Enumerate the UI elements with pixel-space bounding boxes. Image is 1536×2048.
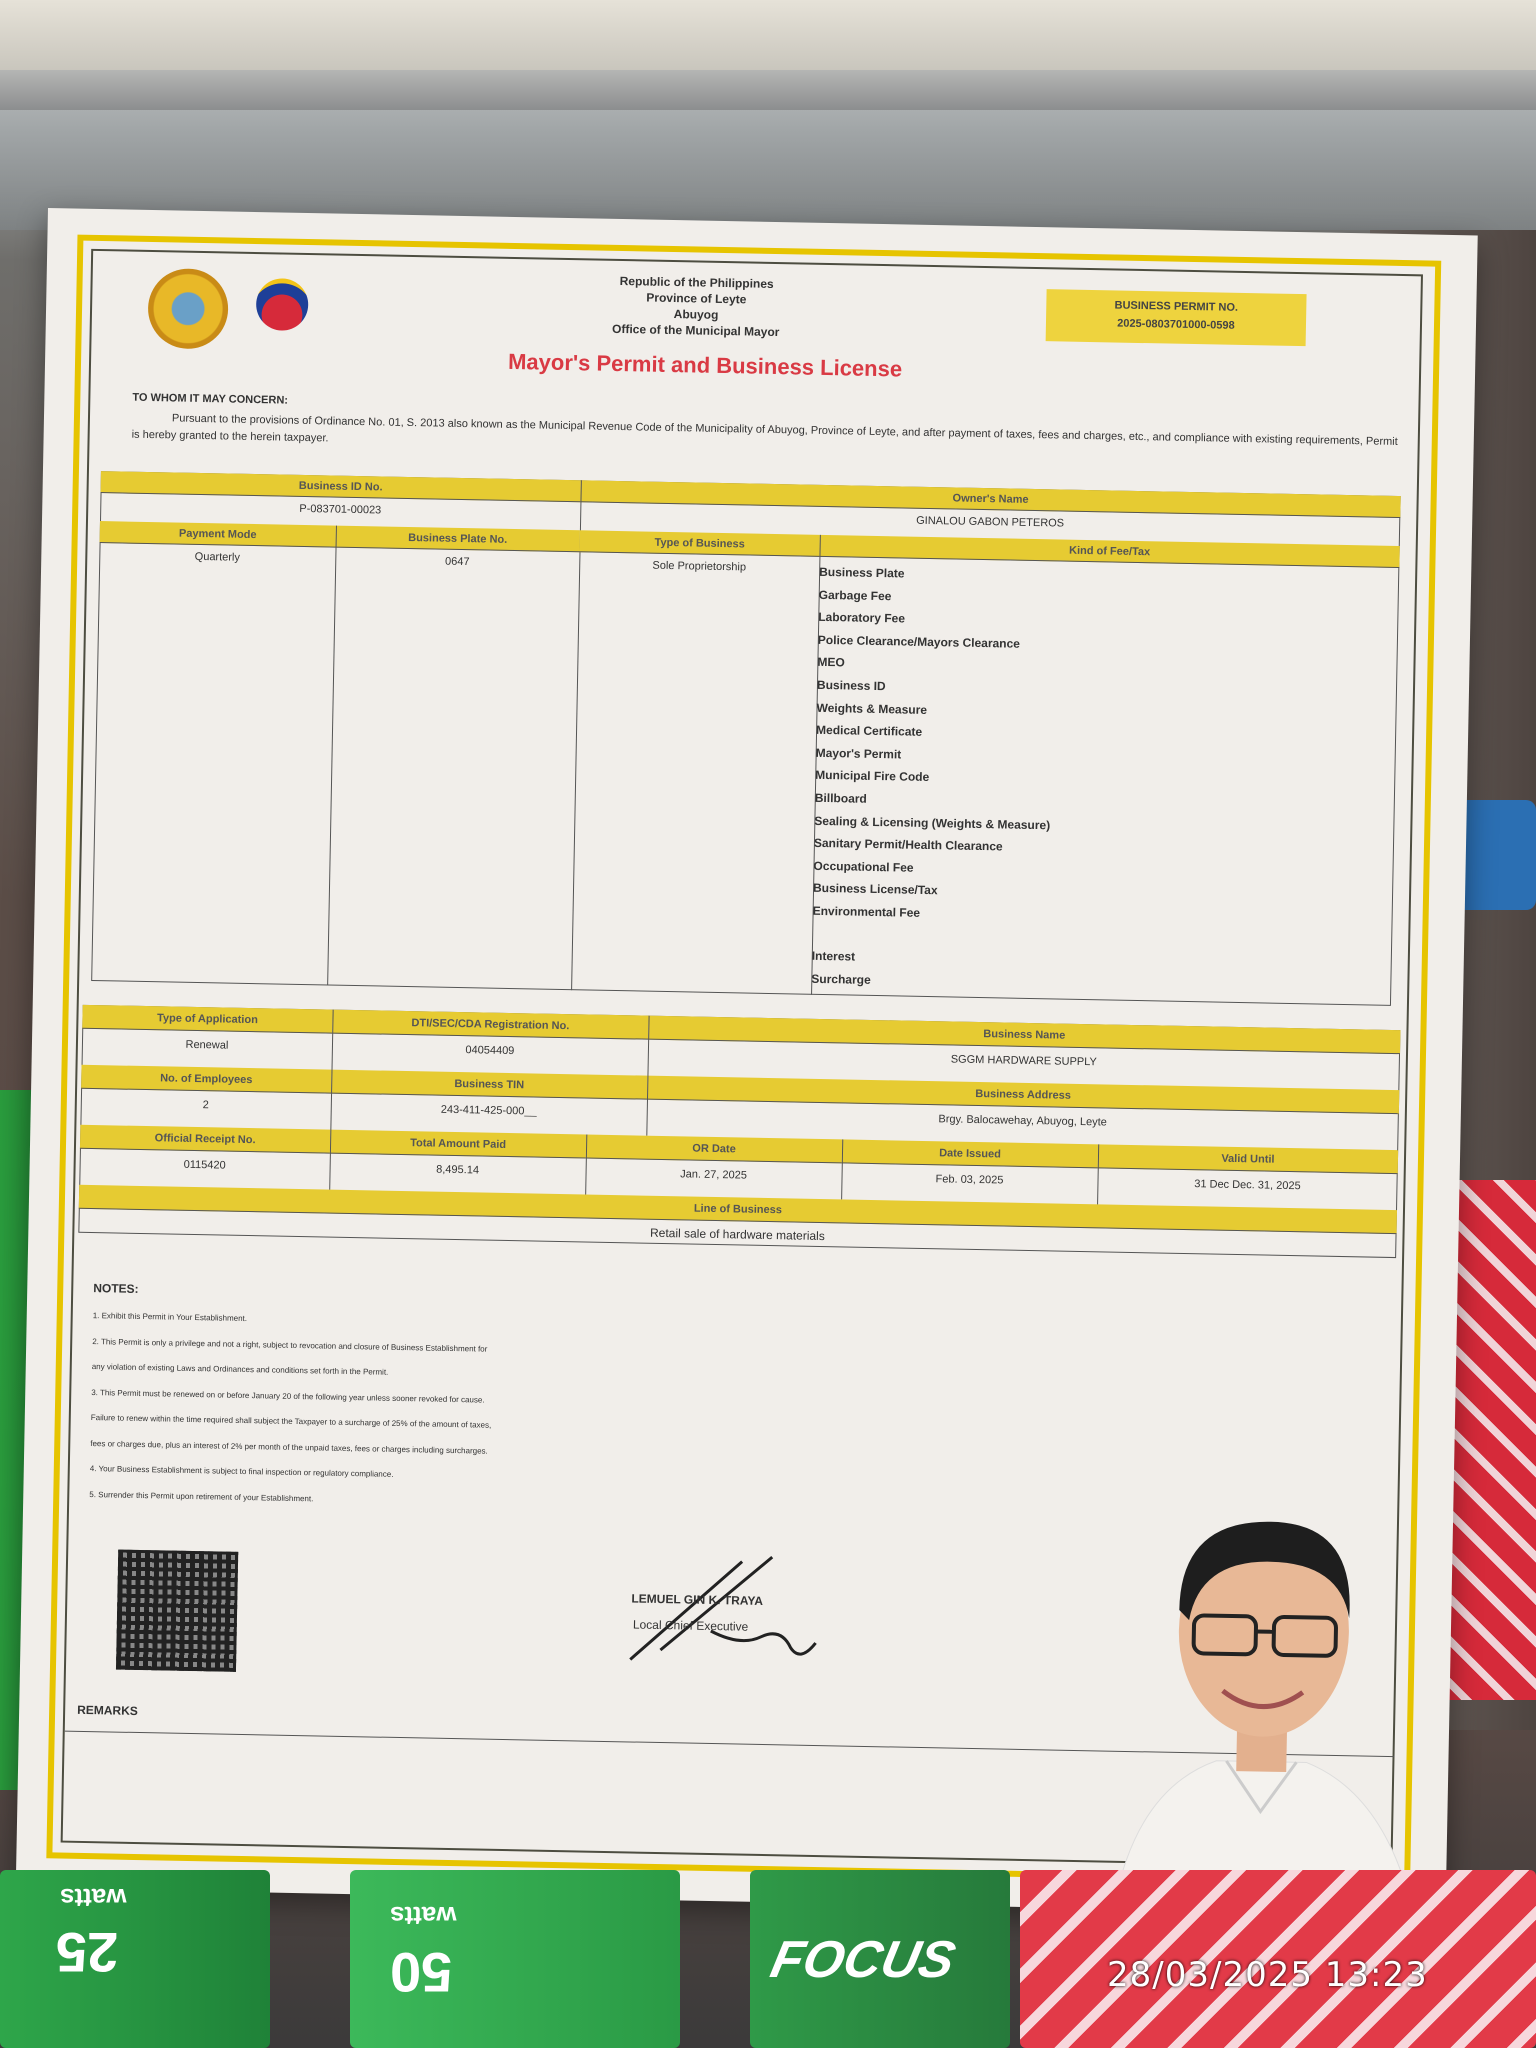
bulb-box-50w: watts 50 — [350, 1870, 680, 2048]
fee-item: Weights & Measure — [816, 700, 928, 717]
header-republic: Republic of the Philippines — [619, 273, 774, 291]
kind-fee-header: Kind of Fee/Tax — [819, 535, 1399, 568]
permit-paper — [16, 208, 1478, 1915]
shelf-top — [0, 0, 1536, 70]
payment-mode-value: Quarterly — [194, 550, 241, 564]
government-header — [486, 270, 907, 342]
mayor-portrait — [1094, 1488, 1432, 1914]
note-item: any violation of existing Laws and Ordinances and conditions set forth in the Permit. — [91, 1362, 389, 1377]
tin-value: 243-411-425-000__ — [440, 1103, 537, 1118]
permit-number-box — [1046, 289, 1307, 346]
fee-item: Business License/Tax — [812, 881, 938, 898]
header-province: Province of Leyte — [646, 290, 747, 307]
permit-no-label: BUSINESS PERMIT NO. — [1114, 299, 1239, 314]
employees-value: 2 — [202, 1099, 209, 1112]
line-business-header: Line of Business — [79, 1185, 1397, 1234]
business-name-header: Business Name — [648, 1016, 1400, 1054]
receipt-value: 0115420 — [183, 1158, 226, 1172]
note-item: 4. Your Business Establishment is subject to final inspection or regulatory compliance. — [89, 1464, 394, 1479]
fee-item: Garbage Fee — [818, 587, 892, 603]
signatory-name: LEMUEL GIN K. TRAYA — [631, 1591, 764, 1608]
fee-item: Mayor's Permit — [815, 745, 902, 762]
type-application-header: Type of Application — [82, 1005, 332, 1034]
qr-code-icon — [116, 1550, 238, 1672]
dti-value: 04054409 — [465, 1044, 515, 1058]
notes-title: NOTES: — [93, 1281, 139, 1296]
fee-item: Sealing & Licensing (Weights & Measure) — [814, 813, 1051, 832]
note-item: 5. Surrender this Permit upon retirement of your Establishment. — [89, 1489, 314, 1503]
note-item: Failure to renew within the time required shall subject the Taxpayer to a surcharge of 25% of the amount of taxes, — [90, 1413, 492, 1430]
fee-item: Business Plate — [819, 564, 905, 581]
notes-list — [89, 1303, 653, 1518]
date-issued-value: Feb. 03, 2025 — [935, 1173, 1004, 1187]
focus-box: FOCUS — [750, 1870, 1010, 2048]
fee-item: Sanitary Permit/Health Clearance — [813, 835, 1003, 854]
fee-item: Surcharge — [811, 971, 871, 987]
bulb-box-25w: watts 25 — [0, 1870, 270, 2048]
body-paragraph: Pursuant to the provisions of Ordinance No. 01, S. 2013 also known as the Municipal Revenue Code of the Municipality of Abuyog, Province of Leyte, and after payment of taxes, fees and charges, etc., and compliance with existing requirements, Permit is hereby granted to the herein taxpayer. — [131, 412, 1398, 448]
fee-item: MEO — [817, 655, 845, 670]
note-item: 3. This Permit must be renewed on or before January 20 of the following year unless sooner revoked for cause. — [91, 1387, 485, 1405]
owner-header: Owner's Name — [580, 480, 1400, 518]
fee-item: Business ID — [816, 677, 886, 694]
signature-icon — [620, 1549, 842, 1673]
business-id-value: P-083701-00023 — [299, 502, 382, 517]
signatory-role: Local Chief Executive — [632, 1617, 749, 1634]
fee-list — [811, 561, 1159, 997]
document-title: Mayor's Permit and Business License — [507, 348, 903, 382]
type-application-value: Renewal — [185, 1038, 229, 1052]
remarks-label: REMARKS — [77, 1702, 138, 1719]
payment-mode-header: Payment Mode — [100, 521, 336, 548]
bagong-pilipinas-logo-icon — [241, 274, 322, 346]
address-value: Brgy. Balocawehay, Abuyog, Leyte — [938, 1113, 1107, 1129]
address-header: Business Address — [647, 1076, 1399, 1114]
or-date-header: OR Date — [586, 1135, 842, 1164]
shelf-rail — [0, 70, 1536, 110]
type-business-header: Type of Business — [579, 530, 819, 557]
fee-item: Municipal Fire Code — [815, 768, 930, 785]
fee-item: Billboard — [814, 790, 867, 806]
dti-header: DTI/SEC/CDA Registration No. — [332, 1010, 648, 1040]
header-municipality: Abuyog — [673, 307, 719, 322]
business-id-header: Business ID No. — [101, 471, 581, 502]
fee-item: Occupational Fee — [813, 858, 914, 875]
plate-no-header: Business Plate No. — [336, 526, 580, 553]
valid-until-header: Valid Until — [1098, 1144, 1398, 1174]
valid-until-value: 31 Dec Dec. 31, 2025 — [1194, 1178, 1301, 1193]
owner-value: GINALOU GABON PETEROS — [916, 514, 1065, 530]
or-date-value: Jan. 27, 2025 — [680, 1168, 747, 1182]
salutation: TO WHOM IT MAY CONCERN: — [132, 391, 289, 407]
employees-header: No. of Employees — [81, 1065, 331, 1094]
total-paid-header: Total Amount Paid — [330, 1130, 586, 1159]
fee-item: Police Clearance/Mayors Clearance — [817, 632, 1021, 651]
tin-header: Business TIN — [331, 1070, 647, 1100]
header-office: Office of the Municipal Mayor — [611, 321, 780, 340]
permit-no-value: 2025-0803701000-0598 — [1117, 317, 1235, 332]
note-item: 1. Exhibit this Permit in Your Establishment. — [92, 1311, 248, 1324]
plate-no-value: 0647 — [444, 555, 470, 569]
receipt-header: Official Receipt No. — [80, 1125, 330, 1154]
line-business-value: Retail sale of hardware materials — [649, 1225, 825, 1244]
type-business-value: Sole Proprietorship — [652, 559, 747, 574]
fee-item: Environmental Fee — [812, 903, 921, 920]
business-name-value: SGGM HARDWARE SUPPLY — [950, 1053, 1097, 1069]
note-item: 2. This Permit is only a privilege and not a right, subject to revocation and closure of Business Establishment for — [92, 1336, 488, 1354]
fee-item: Interest — [811, 948, 856, 964]
total-paid-value: 8,495.14 — [436, 1163, 480, 1177]
fee-item: Medical Certificate — [815, 722, 923, 740]
photo-timestamp: 28/03/2025 13:23 — [1107, 1955, 1428, 1995]
fee-item: Laboratory Fee — [818, 610, 906, 626]
note-item: fees or charges due, plus an interest of 2% per month of the unpaid taxes, fees or charges including surcharges. — [90, 1438, 488, 1456]
date-issued-header: Date Issued — [842, 1139, 1098, 1168]
